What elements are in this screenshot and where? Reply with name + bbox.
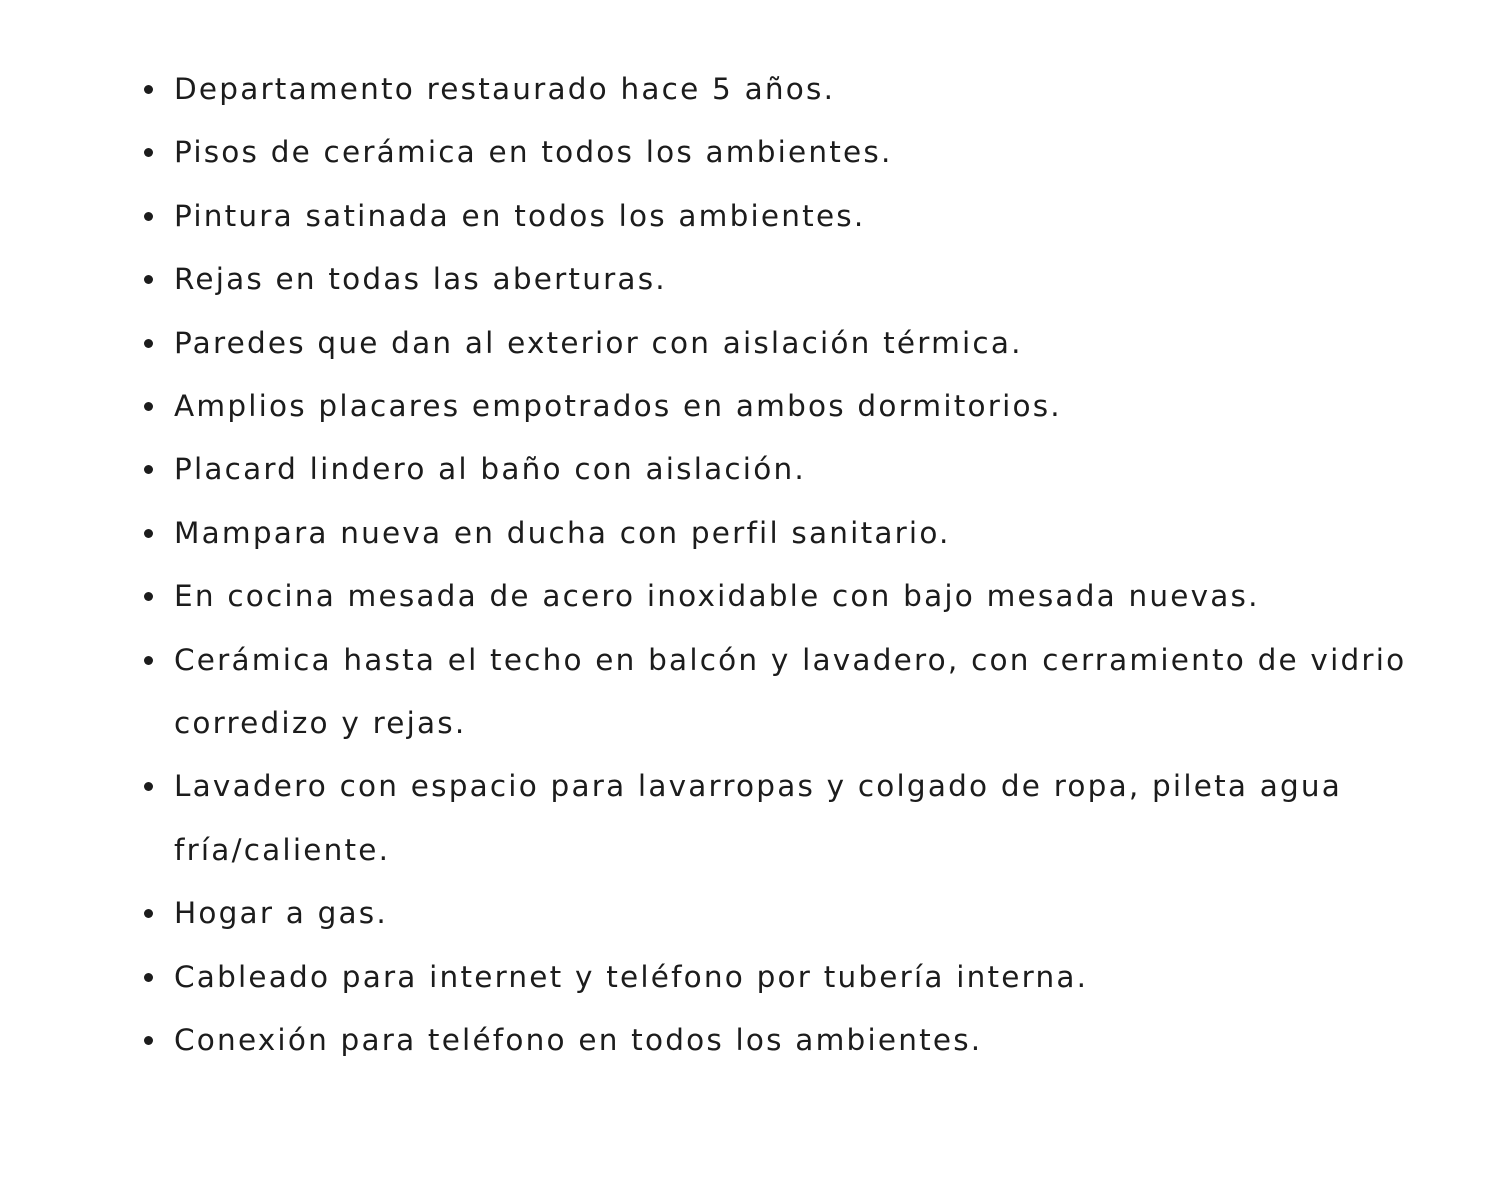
list-item: Pintura satinada en todos los ambientes. (174, 185, 1434, 248)
list-item: Cerámica hasta el techo en balcón y lavadero, con cerramiento de vidrio corredizo y rejas. (174, 629, 1434, 756)
list-item: Paredes que dan al exterior con aislación térmica. (174, 312, 1434, 375)
list-item: Rejas en todas las aberturas. (174, 248, 1434, 311)
list-item: Mampara nueva en ducha con perfil sanitario. (174, 502, 1434, 565)
list-item: Hogar a gas. (174, 882, 1434, 945)
list-item: Amplios placares empotrados en ambos dormitorios. (174, 375, 1434, 438)
features-list (0, 58, 1434, 1073)
list-item: Pisos de cerámica en todos los ambientes. (174, 121, 1434, 184)
list-item: Lavadero con espacio para lavarropas y colgado de ropa, pileta agua fría/caliente. (174, 755, 1434, 882)
document-body (0, 58, 1497, 1073)
list-item: Placard lindero al baño con aislación. (174, 438, 1434, 501)
list-item: Departamento restaurado hace 5 años. (174, 58, 1434, 121)
list-item: Cableado para internet y teléfono por tubería interna. (174, 946, 1434, 1009)
list-item: En cocina mesada de acero inoxidable con bajo mesada nuevas. (174, 565, 1434, 628)
list-item: Conexión para teléfono en todos los ambientes. (174, 1009, 1434, 1072)
